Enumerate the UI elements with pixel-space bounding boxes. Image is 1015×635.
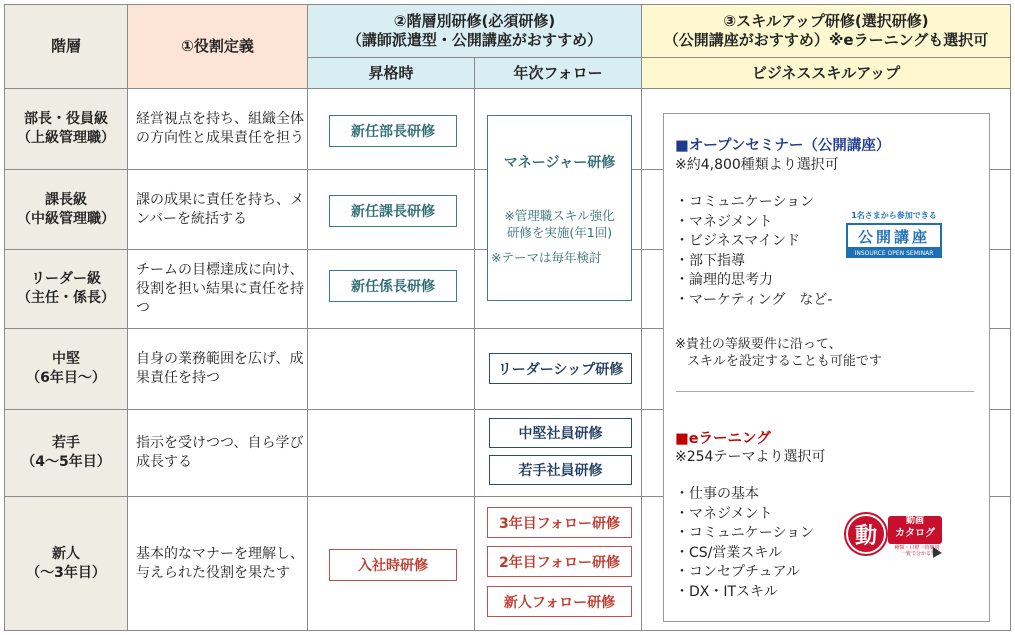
elearning-title: ■eラーニング	[675, 431, 771, 447]
header-layer-line2: （講師派遣型・公開講座がおすすめ）	[346, 31, 603, 49]
row-role	[127, 88, 308, 170]
training-new-director[interactable]	[329, 115, 457, 147]
header-annual-label: 年次フォロー	[513, 63, 603, 82]
video-catalog-circle: 動	[846, 514, 886, 554]
training-label: リーダーシップ研修	[497, 361, 624, 378]
header-level	[4, 4, 128, 89]
header-business-label: ビジネススキルアップ	[751, 63, 901, 82]
training-label: 入社時研修	[358, 558, 428, 574]
training-label: 若手社員研修	[518, 463, 603, 479]
header-layer-line1: ②階層別研修(必須研修)	[393, 12, 556, 30]
video-catalog-logo	[846, 512, 944, 560]
row-level	[4, 328, 128, 410]
open-item: ・マーケティング など-	[675, 291, 833, 308]
skillup-panel	[663, 113, 990, 622]
row-level	[4, 496, 128, 631]
training-label: 中堅社員研修	[518, 426, 603, 442]
manager-note-1: ※管理職スキル強化	[504, 208, 615, 223]
open-seminar-list	[675, 193, 832, 310]
manager-training-title: マネージャー研修	[503, 155, 616, 171]
training-label: 2年目フォロー研修	[498, 554, 621, 571]
training-label: 新人フォロー研修	[503, 594, 616, 611]
row-level	[4, 409, 128, 497]
open-item: ・ビジネスマインド	[675, 233, 801, 249]
header-promotion-label: 昇格時	[368, 63, 414, 82]
row-promotion-cell	[307, 328, 475, 410]
row-role	[127, 169, 308, 250]
row-role	[127, 328, 308, 410]
open-seminar-title: ■オープンセミナー（公開講座）	[675, 138, 891, 154]
level-line1: 部長・役員級	[24, 111, 108, 127]
level-line2: （中級管理職）	[17, 210, 115, 227]
elearning-item: ・仕事の基本	[675, 486, 759, 502]
header-role-label: ①役割定義	[181, 37, 254, 55]
header-role	[127, 4, 308, 89]
elearning-item: ・コミュニケーション	[675, 525, 815, 541]
row-level	[4, 249, 128, 329]
row-level	[4, 88, 128, 170]
panel-divider	[676, 391, 974, 392]
elearning-item: ・マネジメント	[675, 505, 773, 522]
training-midcareer[interactable]	[489, 418, 632, 448]
training-onboarding[interactable]	[329, 549, 457, 581]
badge-main-text: 公開講座	[846, 223, 942, 249]
row-role	[127, 496, 308, 631]
header-level-label: 階層	[50, 37, 81, 55]
open-seminar-count: ※約4,800種類より選択可	[675, 157, 839, 173]
row-promotion-cell	[307, 409, 475, 497]
header-business	[641, 57, 1011, 89]
role-text: 経営視点を持ち、組織全体の方向性と成果責任を担う	[136, 111, 304, 146]
level-line2: （6年目～）	[26, 370, 106, 386]
open-item: ・マネジメント	[675, 213, 773, 230]
badge-bottom-text: INSOURCE OPEN SEMINAR	[846, 249, 942, 258]
role-text: 自身の業務範囲を広げ、成果責任を持つ	[136, 351, 304, 386]
level-line2: （主任・係長）	[17, 290, 115, 306]
video-catalog-banner	[888, 516, 942, 544]
video-catalog-sub1: 種類・目標・時間別	[894, 545, 940, 551]
training-follow-2nd-year[interactable]	[487, 546, 632, 577]
training-label: 新任係長研修	[351, 279, 435, 295]
open-item: ・論理的思考力	[675, 272, 773, 288]
open-seminar-note-1: ※貴社の等級要件に沿って、	[675, 337, 842, 352]
header-skill-line2: （公開講座がおすすめ）※eラーニングも選択可	[663, 31, 989, 49]
level-line2: （4～5年目）	[21, 454, 111, 470]
badge-top-text: 1名さまから参加できる	[851, 211, 937, 220]
elearning-list	[675, 485, 814, 602]
level-line2: （上級管理職）	[17, 130, 115, 146]
role-text: 指示を受けつつ、自ら学び成長する	[136, 435, 304, 470]
header-skill-line1: ③スキルアップ研修(選択研修)	[723, 12, 929, 30]
header-layer	[307, 4, 642, 58]
role-text: 基本的なマナーを理解し、与えられた役割を果たす	[136, 545, 304, 581]
manager-training-box[interactable]	[487, 115, 632, 301]
training-leadership[interactable]	[489, 353, 632, 384]
role-text: 課の成果に責任を持ち、メンバーを統括する	[136, 191, 304, 227]
training-label: 新任課長研修	[351, 204, 435, 220]
elearning-item: ・CS/営業スキル	[675, 544, 783, 561]
training-follow-3rd-year[interactable]	[487, 507, 632, 538]
training-label: 新任部長研修	[351, 124, 435, 140]
role-text: チームの目標達成に向け、役割を担い結果に責任を持つ	[136, 261, 304, 316]
video-catalog-line2: カタログ	[895, 528, 935, 539]
row-level	[4, 169, 128, 250]
level-line1: 中堅	[52, 351, 80, 367]
training-new-section-chief[interactable]	[329, 195, 457, 227]
level-line2: （～3年目）	[26, 564, 106, 581]
open-item: ・部下指導	[675, 252, 745, 269]
open-seminar-logo	[846, 211, 942, 271]
video-catalog-line1: 動画	[905, 516, 924, 526]
header-promotion	[307, 57, 475, 89]
training-new-team-leader[interactable]	[329, 270, 457, 302]
level-line1: 新人	[52, 545, 80, 562]
manager-note-3: ※テーマは毎年検討	[491, 250, 602, 265]
open-item: ・コミュニケーション	[675, 194, 815, 210]
row-role	[127, 249, 308, 329]
elearning-item: ・DX・ITスキル	[675, 583, 778, 600]
training-label: 3年目フォロー研修	[498, 515, 621, 532]
row-role	[127, 409, 308, 497]
level-line1: 若手	[52, 435, 80, 451]
open-seminar-note-2: スキルを設定することも可能です	[687, 354, 882, 369]
elearning-item: ・コンセプチュアル	[675, 564, 801, 580]
elearning-count: ※254テーマより選択可	[675, 449, 826, 465]
header-annual	[474, 57, 642, 89]
manager-note-2: 研修を実施(年1回)	[506, 225, 613, 240]
level-line1: リーダー級	[31, 271, 101, 287]
header-skill	[641, 4, 1011, 58]
level-line1: 課長級	[45, 191, 87, 208]
training-young[interactable]	[489, 455, 632, 485]
video-catalog-sub2: 一覧で分かる!	[900, 551, 933, 557]
training-follow-new-hire[interactable]	[487, 586, 632, 617]
